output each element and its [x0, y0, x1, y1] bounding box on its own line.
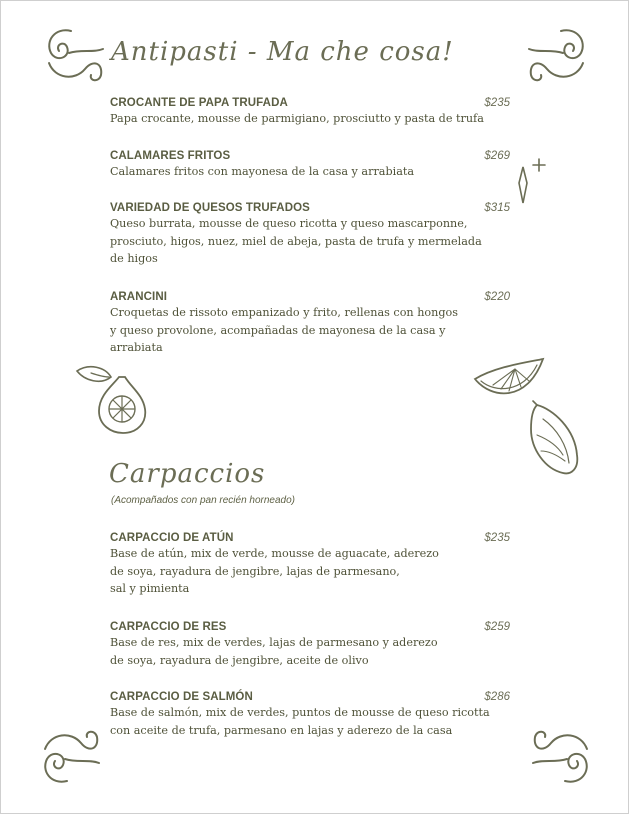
section-subtitle: (Acompañados con pan recién horneado) [111, 495, 296, 506]
menu-item [110, 621, 510, 669]
item-description: Papa crocante, mousse de parmigiano, prosciutto y pasta de trufa [110, 112, 484, 125]
item-name: CALAMARES FRITOS [110, 150, 231, 162]
menu-item [110, 691, 510, 739]
item-description: Base de res, mix de verdes, lajas de parmesano y aderezo de soya, rayadura de jengibre, aceite de olivo [110, 636, 438, 667]
item-price: $220 [484, 291, 510, 303]
fig-illustration-icon [71, 359, 161, 439]
lemon-illustration-icon [523, 399, 583, 477]
item-description: Calamares fritos con mayonesa de la casa y arrabiata [110, 165, 415, 178]
item-name: CARPACCIO DE SALMÓN [110, 691, 253, 703]
swirl-top-left-icon [41, 23, 111, 93]
item-description: Croquetas de rissoto empanizado y frito, rellenas con hongos y queso provolone, acompañadas de mayonesa de la casa y arrabiata [110, 306, 458, 354]
item-name: CARPACCIO DE RES [110, 621, 227, 633]
item-name: VARIEDAD DE QUESOS TRUFADOS [110, 202, 310, 214]
item-price: $315 [484, 202, 510, 214]
menu-item [110, 150, 510, 181]
section-title-antipasti: Antipasti - Ma che cosa! [111, 37, 454, 67]
item-name: CROCANTE DE PAPA TRUFADA [110, 97, 288, 109]
menu-item [110, 97, 510, 128]
swirl-bottom-left-icon [37, 719, 107, 789]
sparkle-icon [511, 153, 551, 215]
item-name: CARPACCIO DE ATÚN [110, 532, 234, 544]
section-title-carpaccios: Carpaccios [109, 459, 266, 489]
item-price: $259 [484, 621, 510, 633]
item-price: $269 [484, 150, 510, 162]
item-description: Base de salmón, mix de verdes, puntos de mousse de queso ricotta con aceite de trufa, parmesano en lajas y aderezo de la casa [110, 706, 490, 737]
menu-item [110, 532, 510, 598]
item-price: $235 [484, 97, 510, 109]
swirl-bottom-right-icon [525, 719, 595, 789]
menu-item [110, 291, 510, 357]
menu-item [110, 202, 510, 268]
item-description: Queso burrata, mousse de queso ricotta y queso mascarponne, prosciuto, higos, nuez, miel de abeja, pasta de trufa y mermelada de higos [110, 217, 482, 265]
item-name: ARANCINI [110, 291, 168, 303]
item-price: $286 [484, 691, 510, 703]
swirl-top-right-icon [521, 23, 591, 93]
item-description: Base de atún, mix de verde, mousse de aguacate, aderezo de soya, rayadura de jengibre, lajas de parmesano, sal y pimienta [110, 547, 439, 595]
item-price: $235 [484, 532, 510, 544]
